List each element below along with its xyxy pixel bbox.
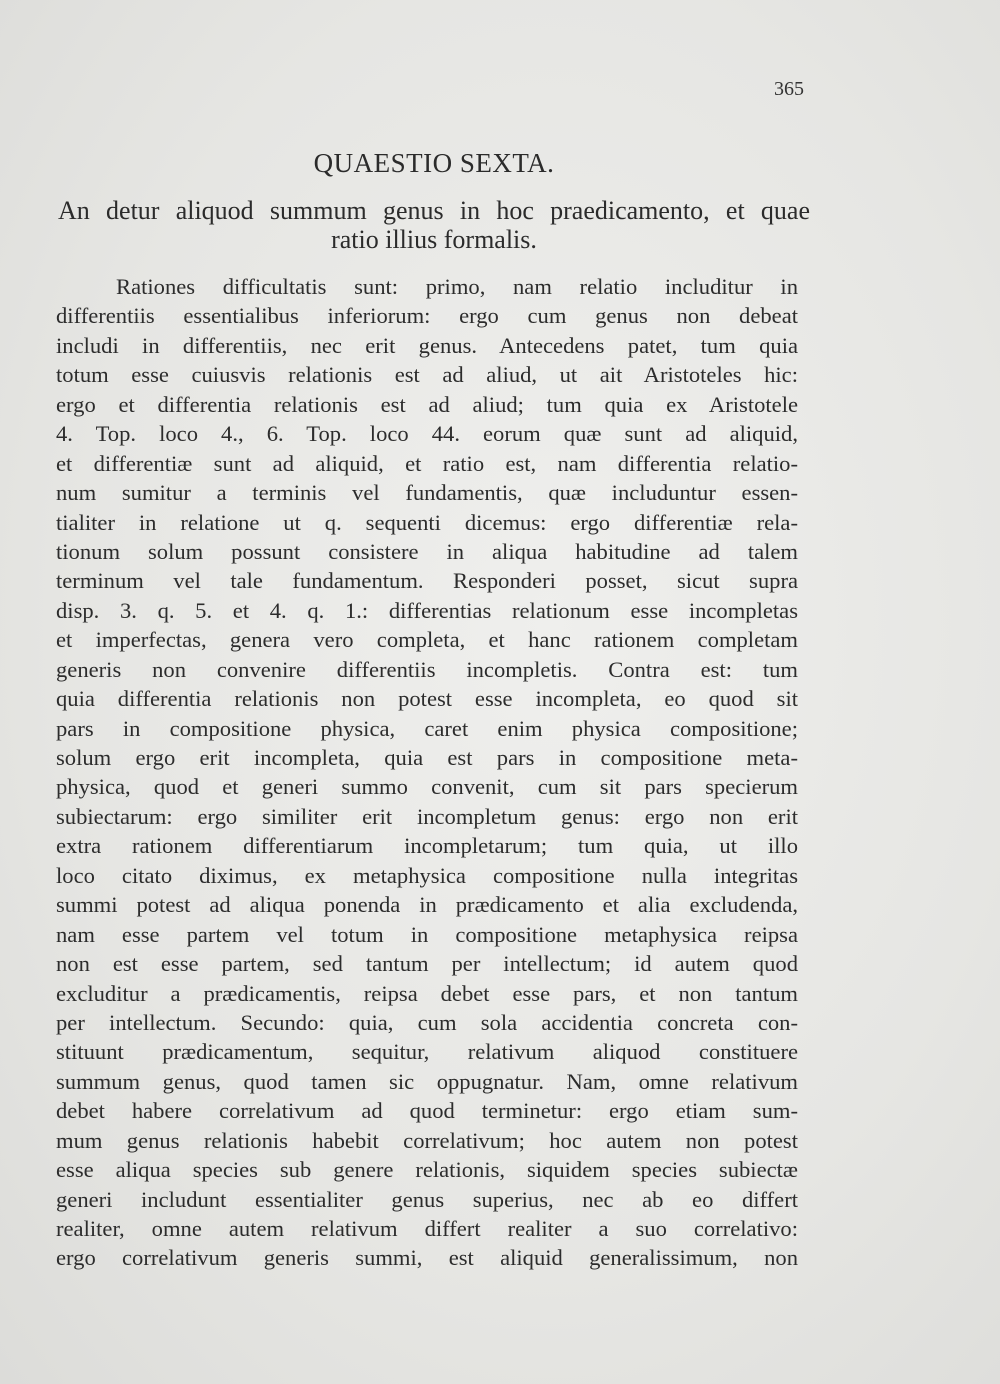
body-line: stituunt prædicamentum, sequitur, relativum aliquod constituere <box>56 1039 798 1065</box>
body-line: generis non convenire differentiis incompletis. Contra est: tum <box>56 656 798 682</box>
question-heading-line: An detur aliquod summum genus in hoc praedicamento, et quae <box>58 196 810 225</box>
page-number: 365 <box>774 78 804 100</box>
body-line: tionum solum possunt consistere in aliqua habitudine ad talem <box>56 538 798 564</box>
body-line: esse aliqua species sub genere relationis, siquidem species subiectæ <box>56 1157 798 1183</box>
body-line: totum esse cuiusvis relationis est ad aliud, ut ait Aristoteles hic: <box>56 362 798 388</box>
body-line: tialiter in relatione ut q. sequenti dicemus: ergo differentiæ rela- <box>56 509 798 535</box>
body-line: generi includunt essentialiter genus superius, nec ab eo differt <box>56 1186 798 1212</box>
body-line: per intellectum. Secundo: quia, cum sola accidentia concreta con- <box>56 1009 798 1035</box>
body-text <box>56 272 798 1273</box>
body-line: num sumitur a terminis vel fundamentis, quæ includuntur essen- <box>56 480 798 506</box>
body-line: summi potest ad aliqua ponenda in prædicamento et alia excludenda, <box>56 892 798 918</box>
section-title-text: QUAESTIO SEXTA. <box>313 148 555 178</box>
body-line: non est esse partem, sed tantum per intellectum; id autem quod <box>56 951 798 977</box>
body-line: summum genus, quod tamen sic oppugnatur. Nam, omne relativum <box>56 1068 798 1094</box>
body-line: extra rationem differentiarum incompletarum; tum quia, ut illo <box>56 833 798 859</box>
body-line: et imperfectas, genera vero completa, et hanc rationem completam <box>56 627 798 653</box>
body-line: quia differentia relationis non potest esse incompleta, eo quod sit <box>56 686 798 712</box>
body-line: et differentiæ sunt ad aliquid, et ratio est, nam differentia relatio- <box>56 450 798 476</box>
body-line: nam esse partem vel totum in compositione metaphysica reipsa <box>56 921 798 947</box>
question-heading-line: ratio illius formalis. <box>331 225 537 255</box>
body-line: 4. Top. loco 4., 6. Top. loco 44. eorum quæ sunt ad aliquid, <box>56 421 798 447</box>
body-line: loco citato diximus, ex metaphysica compositione nulla integritas <box>56 862 798 888</box>
body-line: includi in differentiis, nec erit genus. Antecedens patet, tum quia <box>56 332 798 358</box>
body-line: Rationes difficultatis sunt: primo, nam relatio includitur in <box>116 274 798 299</box>
body-line: pars in compositione physica, caret enim physica compositione; <box>56 715 798 741</box>
body-line: debet habere correlativum ad quod terminetur: ergo etiam sum- <box>56 1098 798 1124</box>
body-line: terminum vel tale fundamentum. Responderi posset, sicut supra <box>56 568 798 594</box>
section-title <box>0 148 860 179</box>
body-line: mum genus relationis habebit correlativum; hoc autem non potest <box>56 1127 798 1153</box>
body-line: ergo correlativum generis summi, est aliquid generalissimum, non <box>56 1245 798 1271</box>
question-heading <box>58 196 810 255</box>
body-line: ergo et differentia relationis est ad aliud; tum quia ex Aristotele <box>56 391 798 417</box>
body-line: differentiis essentialibus inferiorum: ergo cum genus non debeat <box>56 303 798 329</box>
body-line: solum ergo erit incompleta, quia est pars in compositione meta- <box>56 745 798 770</box>
body-line: subiectarum: ergo similiter erit incompletum genus: ergo non erit <box>56 803 798 829</box>
body-line: disp. 3. q. 5. et 4. q. 1.: differentias relationum esse incompletas <box>56 597 798 623</box>
body-line: realiter, omne autem relativum differt realiter a suo correlativo: <box>56 1216 798 1241</box>
body-line: physica, quod et generi summo convenit, cum sit pars specierum <box>56 774 798 800</box>
body-line: excluditur a prædicamentis, reipsa debet esse pars, et non tantum <box>56 980 798 1006</box>
